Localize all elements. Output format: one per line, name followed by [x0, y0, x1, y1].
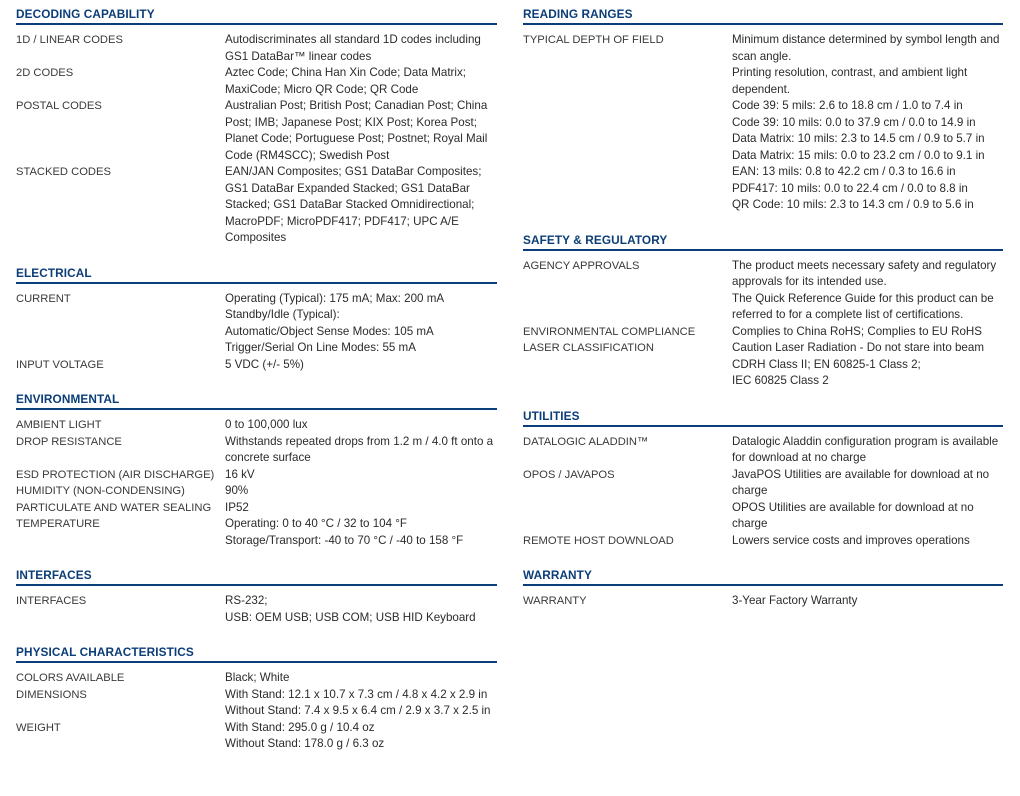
spec-row-humidity-non-condensing — [16, 483, 497, 500]
spec-value-line: EAN: 13 mils: 0.8 to 42.2 cm / 0.3 to 16.6 in — [732, 165, 956, 178]
spec-row-1d-linear-codes — [16, 32, 497, 65]
spec-value-line: IP52 — [225, 500, 249, 514]
spec-value-line: PDF417: 10 mils: 0.0 to 22.4 cm / 0.0 to 8.8 in — [732, 181, 968, 195]
section-title: SAFETY & REGULATORY — [523, 232, 1003, 251]
spec-value-line: Australian Post; British Post; Canadian Post; China Post; IMB; Japanese Post; KIX Post; Korea Post; Planet Code; Portuguese Post; Postnet; Royal Mail Code (RM4SCC); Swedish Post — [225, 99, 488, 162]
spec-row-temperature — [16, 516, 497, 549]
spec-value — [225, 467, 497, 484]
spec-row-remote-host-download — [523, 533, 1003, 550]
spec-value-line: Trigger/Serial On Line Modes: 55 mA — [225, 341, 416, 354]
spec-value-line: Black; White — [225, 671, 290, 684]
spec-label: DIMENSIONS — [16, 688, 87, 701]
spec-label: COLORS AVAILABLE — [16, 672, 125, 684]
spec-row-warranty — [523, 593, 1003, 610]
spec-value — [225, 291, 497, 357]
spec-label: HUMIDITY (NON-CONDENSING) — [16, 485, 185, 497]
spec-row-datalogic-aladdin — [523, 434, 1003, 467]
spec-value-line: 16 kV — [225, 467, 255, 481]
spec-value-line: Autodiscriminates all standard 1D codes including GS1 DataBar™ linear codes — [225, 33, 481, 63]
spec-value-line: Standby/Idle (Typical): — [225, 308, 340, 321]
spec-value — [225, 32, 497, 65]
spec-label: AGENCY APPROVALS — [523, 259, 640, 272]
spec-label: WEIGHT — [16, 721, 61, 734]
spec-value-line: Aztec Code; China Han Xin Code; Data Matrix; MaxiCode; Micro QR Code; QR Code — [225, 66, 467, 96]
spec-value — [225, 720, 497, 753]
spec-value — [225, 98, 497, 164]
section-title: INTERFACES — [16, 567, 497, 586]
spec-label: STACKED CODES — [16, 166, 111, 178]
spec-row-laser-classification — [523, 340, 1003, 390]
spec-value — [732, 593, 1003, 610]
section-title: READING RANGES — [523, 6, 1003, 25]
spec-value — [225, 417, 497, 434]
spec-value — [225, 516, 497, 549]
section-physical-characteristics — [16, 644, 497, 753]
section-electrical — [16, 265, 497, 374]
spec-label: WARRANTY — [523, 595, 587, 607]
spec-row-ambient-light — [16, 417, 497, 434]
spec-label: OPOS / JAVAPOS — [523, 468, 615, 481]
spec-value-line: Operating: 0 to 40 °C / 32 to 104 °F — [225, 517, 407, 530]
spec-value-line: The product meets necessary safety and regulatory approvals for its intended use. — [732, 258, 997, 288]
spec-value-line: With Stand: 12.1 x 10.7 x 7.3 cm / 4.8 x 4.2 x 2.9 in — [225, 687, 488, 701]
spec-value — [732, 324, 1003, 341]
spec-value-line: Complies to China RoHS; Complies to EU RoHS — [732, 324, 983, 338]
spec-row-current — [16, 291, 497, 357]
right-column — [523, 6, 1003, 628]
spec-label: 2D CODES — [16, 67, 74, 79]
spec-value — [732, 533, 1003, 550]
spec-value-line: CDRH Class II; EN 60825-1 Class 2; — [732, 357, 921, 371]
spec-value — [732, 258, 1003, 324]
spec-value-line: Data Matrix: 15 mils: 0.0 to 23.2 cm / 0.0 to 9.1 in — [732, 148, 985, 162]
spec-value-line: Without Stand: 178.0 g / 6.3 oz — [225, 737, 385, 750]
spec-label: CURRENT — [16, 292, 71, 305]
spec-value-line: Data Matrix: 10 mils: 2.3 to 14.5 cm / 0.9 to 5.7 in — [732, 132, 985, 145]
section-title: ELECTRICAL — [16, 265, 497, 284]
spec-row-colors-available — [16, 670, 497, 687]
spec-value-line: USB: OEM USB; USB COM; USB HID Keyboard — [225, 610, 476, 624]
section-title: ENVIRONMENTAL — [16, 391, 497, 410]
spec-label: POSTAL CODES — [16, 100, 102, 112]
spec-label: TEMPERATURE — [16, 518, 100, 530]
spec-label: ESD PROTECTION (AIR DISCHARGE) — [16, 468, 215, 481]
spec-value — [225, 593, 497, 626]
spec-value — [225, 357, 497, 374]
spec-label: AMBIENT LIGHT — [16, 419, 102, 431]
spec-label: ENVIRONMENTAL COMPLIANCE — [523, 325, 696, 338]
spec-row-opos-javapos — [523, 467, 1003, 533]
spec-row-esd-protection-air-discharge — [16, 467, 497, 484]
spec-value-line: 0 to 100,000 lux — [225, 418, 308, 431]
spec-value-line: With Stand: 295.0 g / 10.4 oz — [225, 720, 375, 734]
spec-value-line: Minimum distance determined by symbol length and scan angle. — [732, 33, 1000, 63]
spec-row-environmental-compliance — [523, 324, 1003, 341]
spec-value — [225, 483, 497, 500]
section-utilities — [523, 408, 1003, 550]
spec-label: DROP RESISTANCE — [16, 435, 122, 448]
spec-value-line: EAN/JAN Composites; GS1 DataBar Composites; GS1 DataBar Expanded Stacked; GS1 DataBar Stacked; GS1 DataBar Stacked Omnidirectional; MacroPDF; MicroPDF417; PDF417; UPC A/E Composites — [225, 165, 482, 244]
section-decoding-capability — [16, 6, 497, 247]
spec-value-line: Datalogic Aladdin configuration program is available for download at no charge — [732, 434, 999, 464]
spec-row-postal-codes — [16, 98, 497, 164]
section-title: WARRANTY — [523, 567, 1003, 586]
section-interfaces — [16, 567, 497, 626]
spec-value — [225, 500, 497, 517]
spec-value — [732, 32, 1003, 214]
section-title: UTILITIES — [523, 408, 1003, 427]
left-column — [16, 6, 497, 771]
spec-value-line: Without Stand: 7.4 x 9.5 x 6.4 cm / 2.9 x 3.7 x 2.5 in — [225, 704, 491, 717]
spec-value — [732, 467, 1003, 533]
spec-value-line: Automatic/Object Sense Modes: 105 mA — [225, 324, 434, 338]
spec-value-line: Code 39: 10 mils: 0.0 to 37.9 cm / 0.0 to 14.9 in — [732, 115, 976, 129]
spec-value — [225, 687, 497, 720]
section-reading-ranges — [523, 6, 1003, 214]
spec-value-line: Operating (Typical): 175 mA; Max: 200 mA — [225, 291, 445, 305]
spec-row-particulate-and-water-sealing — [16, 500, 497, 517]
spec-row-2d-codes — [16, 65, 497, 98]
section-title: PHYSICAL CHARACTERISTICS — [16, 644, 497, 663]
spec-row-typical-depth-of-field — [523, 32, 1003, 214]
spec-value — [732, 434, 1003, 467]
spec-label: INPUT VOLTAGE — [16, 358, 104, 371]
spec-value-line: Code 39: 5 mils: 2.6 to 18.8 cm / 1.0 to 7.4 in — [732, 99, 963, 112]
spec-label: TYPICAL DEPTH OF FIELD — [523, 34, 664, 46]
section-warranty — [523, 567, 1003, 610]
section-title: DECODING CAPABILITY — [16, 6, 497, 25]
spec-row-drop-resistance — [16, 434, 497, 467]
spec-value-line: 3-Year Factory Warranty — [732, 594, 858, 607]
spec-label: PARTICULATE AND WATER SEALING — [16, 501, 212, 514]
spec-value-line: Printing resolution, contrast, and ambient light dependent. — [732, 66, 968, 96]
spec-value-line: Lowers service costs and improves operations — [732, 533, 970, 547]
spec-value-line: 5 VDC (+/- 5%) — [225, 357, 304, 371]
spec-value-line: JavaPOS Utilities are available for download at no charge — [732, 467, 990, 497]
spec-value — [225, 434, 497, 467]
spec-label: LASER CLASSIFICATION — [523, 342, 654, 354]
spec-value-line: Withstands repeated drops from 1.2 m / 4.0 ft onto a concrete surface — [225, 434, 494, 464]
spec-value-line: OPOS Utilities are available for download at no charge — [732, 500, 974, 530]
spec-label: DATALOGIC ALADDIN™ — [523, 435, 649, 448]
spec-value-line: QR Code: 10 mils: 2.3 to 14.3 cm / 0.9 to 5.6 in — [732, 198, 974, 211]
spec-value — [225, 164, 497, 247]
spec-row-weight — [16, 720, 497, 753]
spec-row-input-voltage — [16, 357, 497, 374]
spec-label: REMOTE HOST DOWNLOAD — [523, 534, 674, 547]
spec-row-dimensions — [16, 687, 497, 720]
spec-value-line: 90% — [225, 484, 249, 497]
section-environmental — [16, 391, 497, 549]
spec-value-line: Storage/Transport: -40 to 70 °C / -40 to 158 °F — [225, 533, 464, 547]
section-safety-regulatory — [523, 232, 1003, 390]
spec-row-stacked-codes — [16, 164, 497, 247]
spec-value — [225, 670, 497, 687]
spec-value-line: RS-232; — [225, 594, 268, 607]
spec-value — [225, 65, 497, 98]
spec-row-agency-approvals — [523, 258, 1003, 324]
spec-value-line: IEC 60825 Class 2 — [732, 374, 829, 387]
spec-value — [732, 340, 1003, 390]
spec-value-line: Caution Laser Radiation - Do not stare into beam — [732, 341, 984, 354]
spec-row-interfaces — [16, 593, 497, 626]
spec-label: 1D / LINEAR CODES — [16, 34, 123, 46]
spec-value-line: The Quick Reference Guide for this product can be referred to for a complete list of certifications. — [732, 291, 994, 321]
spec-label: INTERFACES — [16, 595, 87, 607]
